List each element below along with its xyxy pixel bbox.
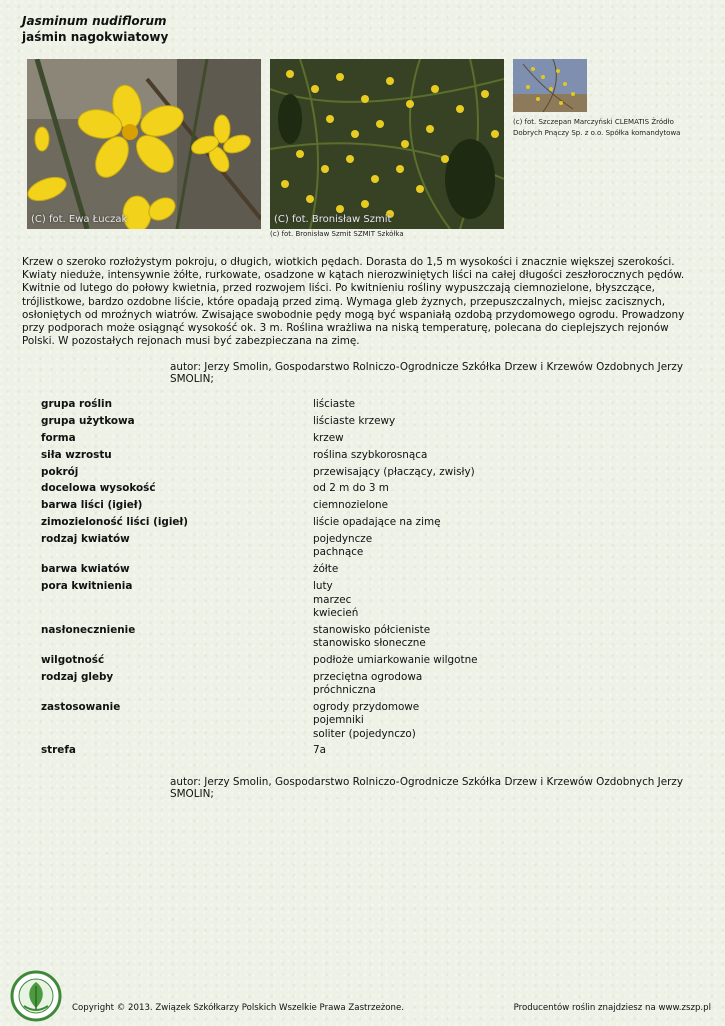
property-row bbox=[41, 449, 681, 462]
property-row bbox=[41, 415, 681, 428]
property-row bbox=[41, 398, 681, 411]
property-value: od 2 m do 3 m bbox=[313, 482, 389, 495]
property-values bbox=[313, 533, 372, 560]
property-label: docelowa wysokość bbox=[41, 482, 156, 495]
property-value: soliter (pojedynczo) bbox=[313, 727, 416, 740]
property-values bbox=[313, 415, 395, 428]
property-values bbox=[313, 398, 355, 411]
property-label: barwa kwiatów bbox=[41, 563, 130, 576]
author-line-bottom: autor: Jerzy Smolin, Gospodarstwo Rolniczo-Ogrodnicze Szkółka Drzew i Krzewów Ozdobnych Jerzy SMOLIN; bbox=[170, 776, 683, 800]
photo-flowering-shrub[interactable] bbox=[270, 59, 504, 229]
property-value: 7a bbox=[313, 744, 326, 757]
property-label: zimozieloność liści (igieł) bbox=[41, 516, 189, 529]
property-row bbox=[41, 624, 681, 651]
property-values bbox=[313, 466, 475, 479]
property-values bbox=[313, 499, 388, 512]
photo-watermark: (C) fot. Ewa Łuczak bbox=[31, 214, 128, 225]
property-row bbox=[41, 432, 681, 445]
property-row bbox=[41, 533, 681, 560]
property-value: luty bbox=[313, 580, 333, 593]
copyright-text: Copyright © 2013. Związek Szkółkarzy Polskich Wszelkie Prawa Zastrzeżone. bbox=[72, 1003, 404, 1013]
property-row bbox=[41, 516, 681, 529]
property-value: liściaste krzewy bbox=[313, 414, 396, 427]
property-label: rodzaj gleby bbox=[41, 670, 114, 683]
property-value: przewisający (płaczący, zwisły) bbox=[313, 465, 475, 478]
property-row bbox=[41, 744, 681, 757]
property-row bbox=[41, 482, 681, 495]
association-logo[interactable] bbox=[10, 970, 62, 1022]
property-values bbox=[313, 744, 326, 757]
property-label: pora kwitnienia bbox=[41, 580, 133, 593]
property-value: liście opadające na zimę bbox=[313, 516, 441, 529]
plant-description: Krzew o szeroko rozłożystym pokroju, o długich, wiotkich pędach. Dorasta do 1,5 m wysokości i znacznie większej szerokości. Kwiaty nieduże, intensywnie żółte, rurkowate, osadzone w kątach nierozwiniętych liści na całej długości zeszłorocznych pędów. Kwitnie od lutego do połowy kwietnia, przed rozwojem liści. Po kwitnieniu rośliny wypuszczają ciemnozielone, błyszczące, trójlistkowe, bardzo ozdobne liście, które opadają przed zimą. Wymaga gleb żyznych, przepuszczalnych, miejsc zacisznych, osłoniętych od mroźnych wiatrów. Zwisające swobodnie pędy mogą być wspaniałą ozdobą przydomowego ogrodu. Prowadzony przy podporach może osiągnąć wysokość ok. 3 m. Roślina wrażliwa na niską temperaturę, polecana do cieplejszych rejonów Polski. W pozostałych rejonach musi być zabezpieczana na zimę. bbox=[22, 256, 685, 348]
properties-table bbox=[41, 398, 681, 761]
property-values bbox=[313, 624, 430, 651]
property-label: grupa użytkowa bbox=[41, 414, 135, 427]
author-line-top: autor: Jerzy Smolin, Gospodarstwo Rolniczo-Ogrodnicze Szkółka Drzew i Krzewów Ozdobnych Jerzy SMOLIN; bbox=[170, 361, 683, 385]
property-value: pachnące bbox=[313, 546, 364, 559]
property-values bbox=[313, 516, 441, 529]
property-label: forma bbox=[41, 431, 76, 444]
property-value: przeciętna ogrodowa bbox=[313, 670, 423, 683]
property-row bbox=[41, 701, 681, 741]
property-row bbox=[41, 563, 681, 576]
property-label: grupa roślin bbox=[41, 398, 112, 410]
property-label: zastosowanie bbox=[41, 700, 121, 713]
property-row bbox=[41, 654, 681, 667]
property-value: podłoże umiarkowanie wilgotne bbox=[313, 653, 478, 666]
property-value: pojedyncze bbox=[313, 533, 373, 546]
property-values bbox=[313, 671, 422, 698]
property-value: żółte bbox=[313, 563, 339, 576]
property-value: liściaste bbox=[313, 398, 356, 410]
property-values bbox=[313, 580, 358, 620]
property-values bbox=[313, 432, 344, 445]
property-values bbox=[313, 701, 419, 741]
property-values bbox=[313, 449, 427, 462]
property-row bbox=[41, 466, 681, 479]
property-values bbox=[313, 563, 338, 576]
property-label: wilgotność bbox=[41, 653, 105, 666]
property-row bbox=[41, 671, 681, 698]
property-value: krzew bbox=[313, 431, 344, 444]
photo-close-up-flowers[interactable] bbox=[27, 59, 261, 229]
property-label: nasłonecznienie bbox=[41, 623, 136, 636]
property-value: ciemnozielone bbox=[313, 499, 389, 512]
property-value: pojemniki bbox=[313, 714, 364, 727]
property-row bbox=[41, 580, 681, 620]
property-value: stanowisko półcieniste bbox=[313, 623, 431, 636]
property-label: siła wzrostu bbox=[41, 448, 112, 461]
property-value: kwiecień bbox=[313, 606, 359, 619]
property-value: ogrody przydomowe bbox=[313, 700, 420, 713]
photo-watermark: (C) fot. Bronisław Szmit bbox=[274, 214, 392, 225]
property-values bbox=[313, 654, 478, 667]
photo-shrub-thumbnail[interactable] bbox=[513, 59, 587, 112]
property-label: barwa liści (igieł) bbox=[41, 499, 143, 512]
property-value: próchniczna bbox=[313, 684, 376, 697]
property-label: pokrój bbox=[41, 465, 79, 478]
latin-name: Jasminum nudiflorum bbox=[22, 14, 167, 28]
photo-caption: (c) fot. Szczepan Marczyński CLEMATIS Źródło Dobrych Pnączy Sp. z o.o. Spółka komandytowa bbox=[513, 118, 681, 137]
photo-caption: (c) fot. Bronisław Szmit SZMIT Szkółka bbox=[270, 230, 404, 238]
property-label: rodzaj kwiatów bbox=[41, 533, 130, 546]
property-value: stanowisko słoneczne bbox=[313, 636, 426, 649]
producers-link[interactable]: Producentów roślin znajdziesz na www.zszp.pl bbox=[513, 1003, 711, 1013]
property-value: marzec bbox=[313, 593, 352, 606]
property-label: strefa bbox=[41, 744, 76, 757]
property-row bbox=[41, 499, 681, 512]
property-value: roślina szybkorosnąca bbox=[313, 448, 428, 461]
property-values bbox=[313, 482, 389, 495]
polish-name: jaśmin nagokwiatowy bbox=[22, 30, 169, 44]
